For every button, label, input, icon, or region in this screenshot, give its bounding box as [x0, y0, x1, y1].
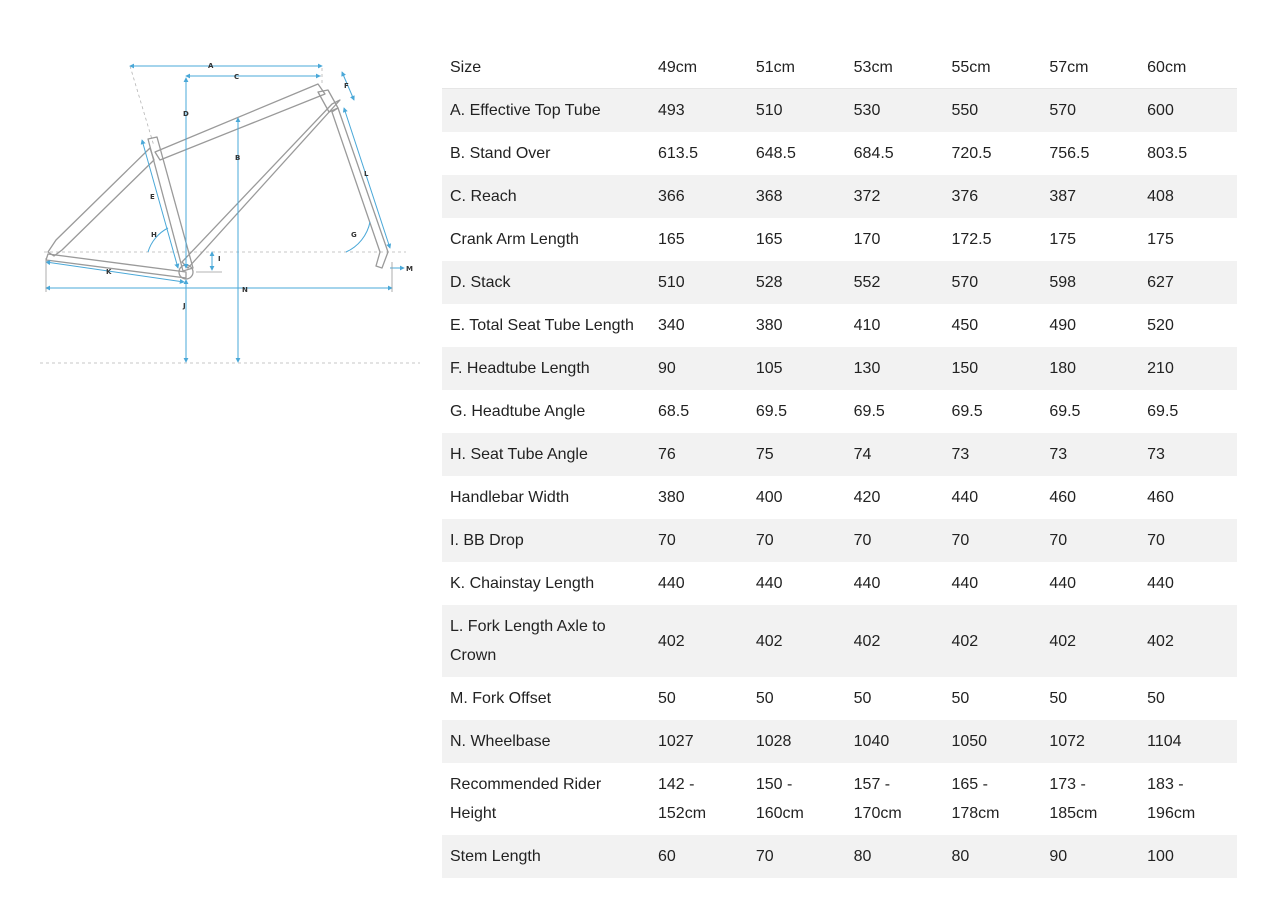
row-value: 450	[951, 317, 979, 334]
row-value: 803.5	[1147, 145, 1188, 162]
row-value: 142 - 152cm	[658, 776, 707, 822]
row-value: 70	[951, 532, 970, 549]
row-value: 210	[1147, 360, 1174, 377]
row-label: D. Stack	[450, 274, 511, 291]
row-value: 50	[951, 690, 970, 707]
row-value: 440	[658, 575, 685, 592]
row-value: 613.5	[658, 145, 699, 162]
row-value: 105	[755, 360, 783, 377]
row-value: 75	[755, 446, 774, 463]
row-value: 1040	[853, 733, 890, 750]
label-j: J	[183, 302, 186, 310]
dim-k-line	[46, 262, 184, 282]
row-value: 90	[658, 360, 676, 377]
row-value: 80	[951, 848, 970, 865]
row-value: 80	[853, 848, 872, 865]
row-value: 598	[1049, 274, 1077, 291]
label-f: F	[344, 82, 349, 90]
dim-l-line	[344, 108, 390, 248]
row-value: 460	[1147, 489, 1174, 506]
header-size: 51cm	[748, 46, 846, 89]
row-value: 570	[1049, 102, 1077, 119]
row-value: 372	[853, 188, 881, 205]
geometry-table	[442, 46, 1237, 878]
row-label: E. Total Seat Tube Length	[450, 317, 634, 334]
row-value: 380	[755, 317, 783, 334]
row-label: H. Seat Tube Angle	[450, 446, 588, 463]
row-value: 387	[1049, 188, 1077, 205]
row-value: 1072	[1049, 733, 1085, 750]
label-b: B	[235, 154, 241, 162]
row-value: 183 - 196cm	[1147, 776, 1196, 822]
label-i: I	[218, 255, 221, 263]
row-value: 1104	[1147, 733, 1182, 750]
row-value: 100	[1147, 848, 1174, 865]
row-value: 1027	[658, 733, 694, 750]
row-value: 648.5	[755, 145, 796, 162]
row-value: 440	[853, 575, 881, 592]
row-value: 490	[1049, 317, 1077, 334]
row-value: 90	[1049, 848, 1068, 865]
header-size: 53cm	[846, 46, 944, 89]
table-row	[442, 347, 1237, 390]
label-d: D	[183, 110, 189, 118]
row-value: 510	[755, 102, 783, 119]
row-value: 73	[1147, 446, 1165, 463]
row-value: 73	[1049, 446, 1068, 463]
table-row	[442, 605, 1237, 677]
row-value: 570	[951, 274, 979, 291]
row-value: 70	[1049, 532, 1068, 549]
row-value: 165	[658, 231, 685, 248]
row-label: N. Wheelbase	[450, 733, 551, 750]
row-value: 408	[1147, 188, 1174, 205]
row-label: K. Chainstay Length	[450, 575, 595, 592]
row-value: 684.5	[853, 145, 894, 162]
row-label: I. BB Drop	[450, 532, 524, 549]
row-label: Crank Arm Length	[450, 231, 579, 248]
row-value: 50	[1049, 690, 1068, 707]
row-value: 50	[658, 690, 676, 707]
row-value: 175	[1049, 231, 1077, 248]
row-value: 180	[1049, 360, 1077, 377]
row-value: 550	[951, 102, 979, 119]
row-value: 402	[755, 632, 783, 650]
label-c: C	[234, 73, 240, 81]
row-value: 70	[658, 532, 676, 549]
row-label: M. Fork Offset	[450, 690, 552, 707]
row-value: 60	[658, 848, 676, 865]
table-row	[442, 763, 1237, 835]
row-value: 380	[658, 489, 685, 506]
label-a: A	[208, 62, 214, 70]
row-value: 50	[853, 690, 872, 707]
row-value: 69.5	[755, 403, 787, 420]
row-value: 410	[853, 317, 881, 334]
row-value: 440	[1049, 575, 1077, 592]
row-value: 150 - 160cm	[755, 776, 804, 822]
label-m: M	[406, 265, 413, 273]
row-value: 69.5	[1147, 403, 1179, 420]
row-value: 165	[755, 231, 783, 248]
row-value: 368	[755, 188, 783, 205]
row-value: 70	[853, 532, 872, 549]
seat-tube-extension	[130, 66, 154, 146]
row-value: 150	[951, 360, 979, 377]
header-size: 55cm	[943, 46, 1041, 89]
row-value: 157 - 170cm	[853, 776, 902, 822]
row-label: Recommended Rider Height	[450, 776, 602, 822]
dim-g-arc	[346, 222, 370, 252]
table-row	[442, 132, 1237, 175]
row-value: 70	[755, 532, 774, 549]
row-value: 440	[755, 575, 783, 592]
row-value: 376	[951, 188, 979, 205]
header-size: 60cm	[1139, 46, 1237, 89]
table-row	[442, 433, 1237, 476]
table-row	[442, 89, 1237, 133]
row-value: 76	[658, 446, 676, 463]
row-value: 510	[658, 274, 685, 291]
header-size-label: Size	[442, 46, 650, 89]
row-value: 530	[853, 102, 881, 119]
label-k: K	[106, 268, 112, 276]
row-value: 400	[755, 489, 783, 506]
frame-geometry-diagram	[36, 56, 426, 376]
row-value: 73	[951, 446, 970, 463]
row-value: 460	[1049, 489, 1077, 506]
label-l: L	[364, 170, 369, 178]
row-value: 74	[853, 446, 872, 463]
table-row	[442, 304, 1237, 347]
row-value: 600	[1147, 102, 1174, 119]
row-value: 165 - 178cm	[951, 776, 1000, 822]
row-value: 1050	[951, 733, 988, 750]
row-label: B. Stand Over	[450, 145, 551, 162]
row-value: 720.5	[951, 145, 992, 162]
row-value: 402	[1147, 632, 1174, 650]
row-label: G. Headtube Angle	[450, 403, 586, 420]
row-value: 493	[658, 102, 685, 119]
header-size: 57cm	[1041, 46, 1139, 89]
row-value: 50	[1147, 690, 1165, 707]
row-value: 552	[853, 274, 881, 291]
table-row	[442, 677, 1237, 720]
row-value: 528	[755, 274, 783, 291]
table-row	[442, 720, 1237, 763]
row-value: 402	[658, 632, 685, 650]
row-value: 756.5	[1049, 145, 1090, 162]
row-label: F. Headtube Length	[450, 360, 590, 377]
table-row	[442, 562, 1237, 605]
row-label: L. Fork Length Axle to Crown	[450, 618, 606, 664]
row-value: 69.5	[853, 403, 885, 420]
row-value: 440	[1147, 575, 1174, 592]
row-label: A. Effective Top Tube	[450, 102, 601, 119]
header-size: 49cm	[650, 46, 748, 89]
row-value: 172.5	[951, 231, 992, 248]
label-g: G	[351, 231, 357, 239]
row-value: 170	[853, 231, 881, 248]
row-label: C. Reach	[450, 188, 517, 205]
row-value: 440	[951, 575, 979, 592]
row-value: 130	[853, 360, 881, 377]
row-value: 70	[755, 848, 774, 865]
row-label: Handlebar Width	[450, 489, 570, 506]
row-value: 1028	[755, 733, 792, 750]
table-row	[442, 218, 1237, 261]
row-value: 520	[1147, 317, 1174, 334]
table-row	[442, 519, 1237, 562]
label-n: N	[242, 286, 248, 294]
label-e: E	[150, 193, 155, 201]
bike-frame	[46, 84, 388, 279]
row-value: 366	[658, 188, 685, 205]
table-row	[442, 261, 1237, 304]
row-value: 175	[1147, 231, 1174, 248]
table-row	[442, 476, 1237, 519]
row-value: 440	[951, 489, 979, 506]
row-value: 68.5	[658, 403, 690, 420]
row-value: 69.5	[1049, 403, 1081, 420]
table-header-row	[442, 46, 1237, 89]
row-label: Stem Length	[450, 848, 541, 865]
row-value: 70	[1147, 532, 1165, 549]
row-value: 402	[1049, 632, 1077, 650]
table-row	[442, 835, 1237, 878]
row-value: 420	[853, 489, 881, 506]
table-row	[442, 175, 1237, 218]
label-h: H	[151, 231, 157, 239]
row-value: 173 - 185cm	[1049, 776, 1098, 822]
row-value: 402	[951, 632, 979, 650]
row-value: 627	[1147, 274, 1174, 291]
table-row	[442, 390, 1237, 433]
row-value: 69.5	[951, 403, 983, 420]
row-value: 50	[755, 690, 774, 707]
row-value: 340	[658, 317, 685, 334]
row-value: 402	[853, 632, 881, 650]
